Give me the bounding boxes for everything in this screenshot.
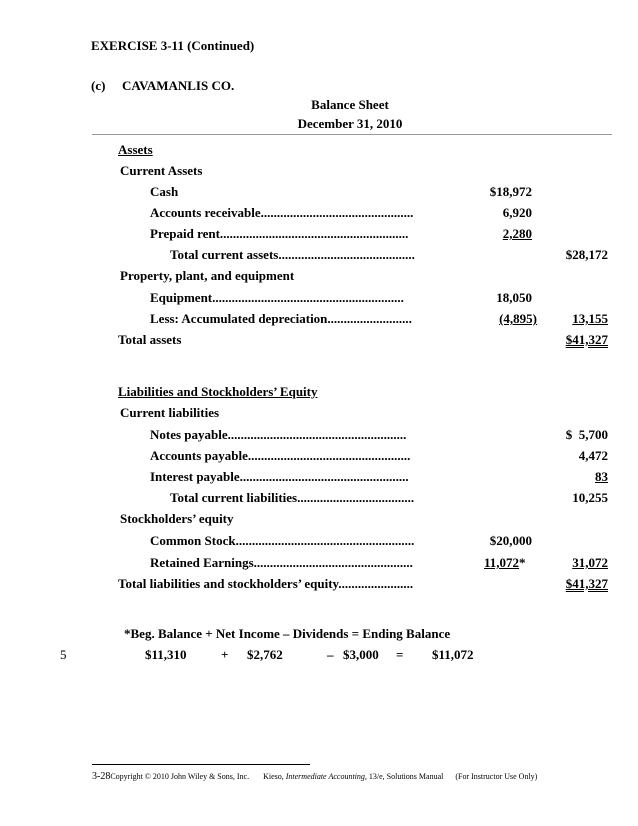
accounts-payable-value: 4,472	[578, 448, 608, 463]
footer-author: Kieso,	[263, 772, 286, 781]
footer-edition: 13/e, Solutions Manual	[366, 772, 444, 781]
accounts-receivable-value: 6,920	[502, 205, 532, 220]
company-name: CAVAMANLIS CO.	[122, 78, 235, 93]
footnote-dividends: $3,000	[343, 647, 379, 662]
footer-book-title: Intermediate Accounting,	[285, 772, 367, 781]
part-label: (c)	[91, 78, 106, 93]
liabilities-heading: Liabilities and Stockholders’ Equity	[118, 384, 318, 399]
footer-instructor-note: (For Instructor Use Only)	[455, 772, 538, 781]
interest-payable-label: Interest payable....................................................	[150, 469, 409, 484]
statement-title: Balance Sheet	[311, 97, 389, 112]
common-stock-label: Common Stock.......................................................	[150, 533, 415, 548]
footnote-formula: *Beg. Balance + Net Income – Dividends = Ending Balance	[124, 626, 451, 641]
notes-payable-label: Notes payable.......................................................	[150, 427, 407, 442]
total-current-liabilities-value: 10,255	[572, 490, 608, 505]
accounts-receivable-label: Accounts receivable...............................................	[150, 205, 414, 220]
accounts-payable-label: Accounts payable..................................................	[150, 448, 411, 463]
assets-heading: Assets	[118, 142, 153, 157]
total-assets-value: $41,327	[565, 332, 608, 347]
header-divider	[92, 134, 612, 135]
ppe-heading: Property, plant, and equipment	[120, 268, 295, 283]
notes-payable-value: $ 5,700	[565, 427, 608, 442]
footer	[92, 772, 537, 782]
footnote-beg-balance: $11,310	[145, 647, 187, 662]
total-liabilities-equity-value: $41,327	[565, 576, 608, 591]
cash-value: $18,972	[489, 184, 532, 199]
total-current-assets-label: Total current assets..........................................	[170, 247, 415, 262]
total-assets-label: Total assets	[118, 332, 182, 347]
footnote-minus: –	[327, 647, 334, 662]
prepaid-rent-label: Prepaid rent..........................................................	[150, 226, 409, 241]
interest-payable-amount: 83	[595, 469, 608, 484]
footer-divider	[92, 764, 310, 765]
total-current-assets-value: $28,172	[565, 247, 608, 262]
footnote-plus: +	[221, 647, 229, 662]
interest-payable-value	[562, 469, 608, 485]
exercise-title: EXERCISE 3-11 (Continued)	[91, 38, 255, 53]
footnote-equals: =	[396, 647, 404, 662]
footnote-ending-balance: $11,072	[432, 647, 474, 662]
retained-earnings-star: *	[519, 555, 526, 570]
total-liabilities-equity-label: Total liabilities and stockholders’ equity.......................	[118, 576, 414, 591]
retained-earnings-label: Retained Earnings.................................................	[150, 555, 413, 570]
statement-date: December 31, 2010	[297, 116, 403, 131]
cash-label: Cash	[150, 184, 179, 199]
common-stock-value: $20,000	[489, 533, 532, 548]
equity-total-value: 31,072	[572, 555, 608, 570]
footnote-net-income: $2,762	[247, 647, 283, 662]
footer-copyright: Copyright © 2010 John Wiley & Sons, Inc.	[110, 772, 250, 781]
equipment-value: 18,050	[496, 290, 532, 305]
retained-earnings-value: 11,072	[484, 555, 520, 570]
page-number: 3-28	[92, 771, 111, 782]
retained-earnings-value-group	[484, 555, 526, 571]
total-current-liabilities-label: Total current liabilities....................................	[170, 490, 415, 505]
current-assets-heading: Current Assets	[120, 163, 203, 178]
equity-heading: Stockholders’ equity	[120, 511, 234, 526]
accumulated-depreciation-label: Less: Accumulated depreciation..........................	[150, 311, 412, 326]
prepaid-rent-value: 2,280	[502, 226, 532, 241]
equipment-label: Equipment...........................................................	[150, 290, 404, 305]
margin-number: 5	[60, 647, 67, 662]
ppe-net-value: 13,155	[572, 311, 608, 326]
accumulated-depreciation-value: (4,895)	[499, 311, 537, 326]
current-liabilities-heading: Current liabilities	[120, 405, 220, 420]
